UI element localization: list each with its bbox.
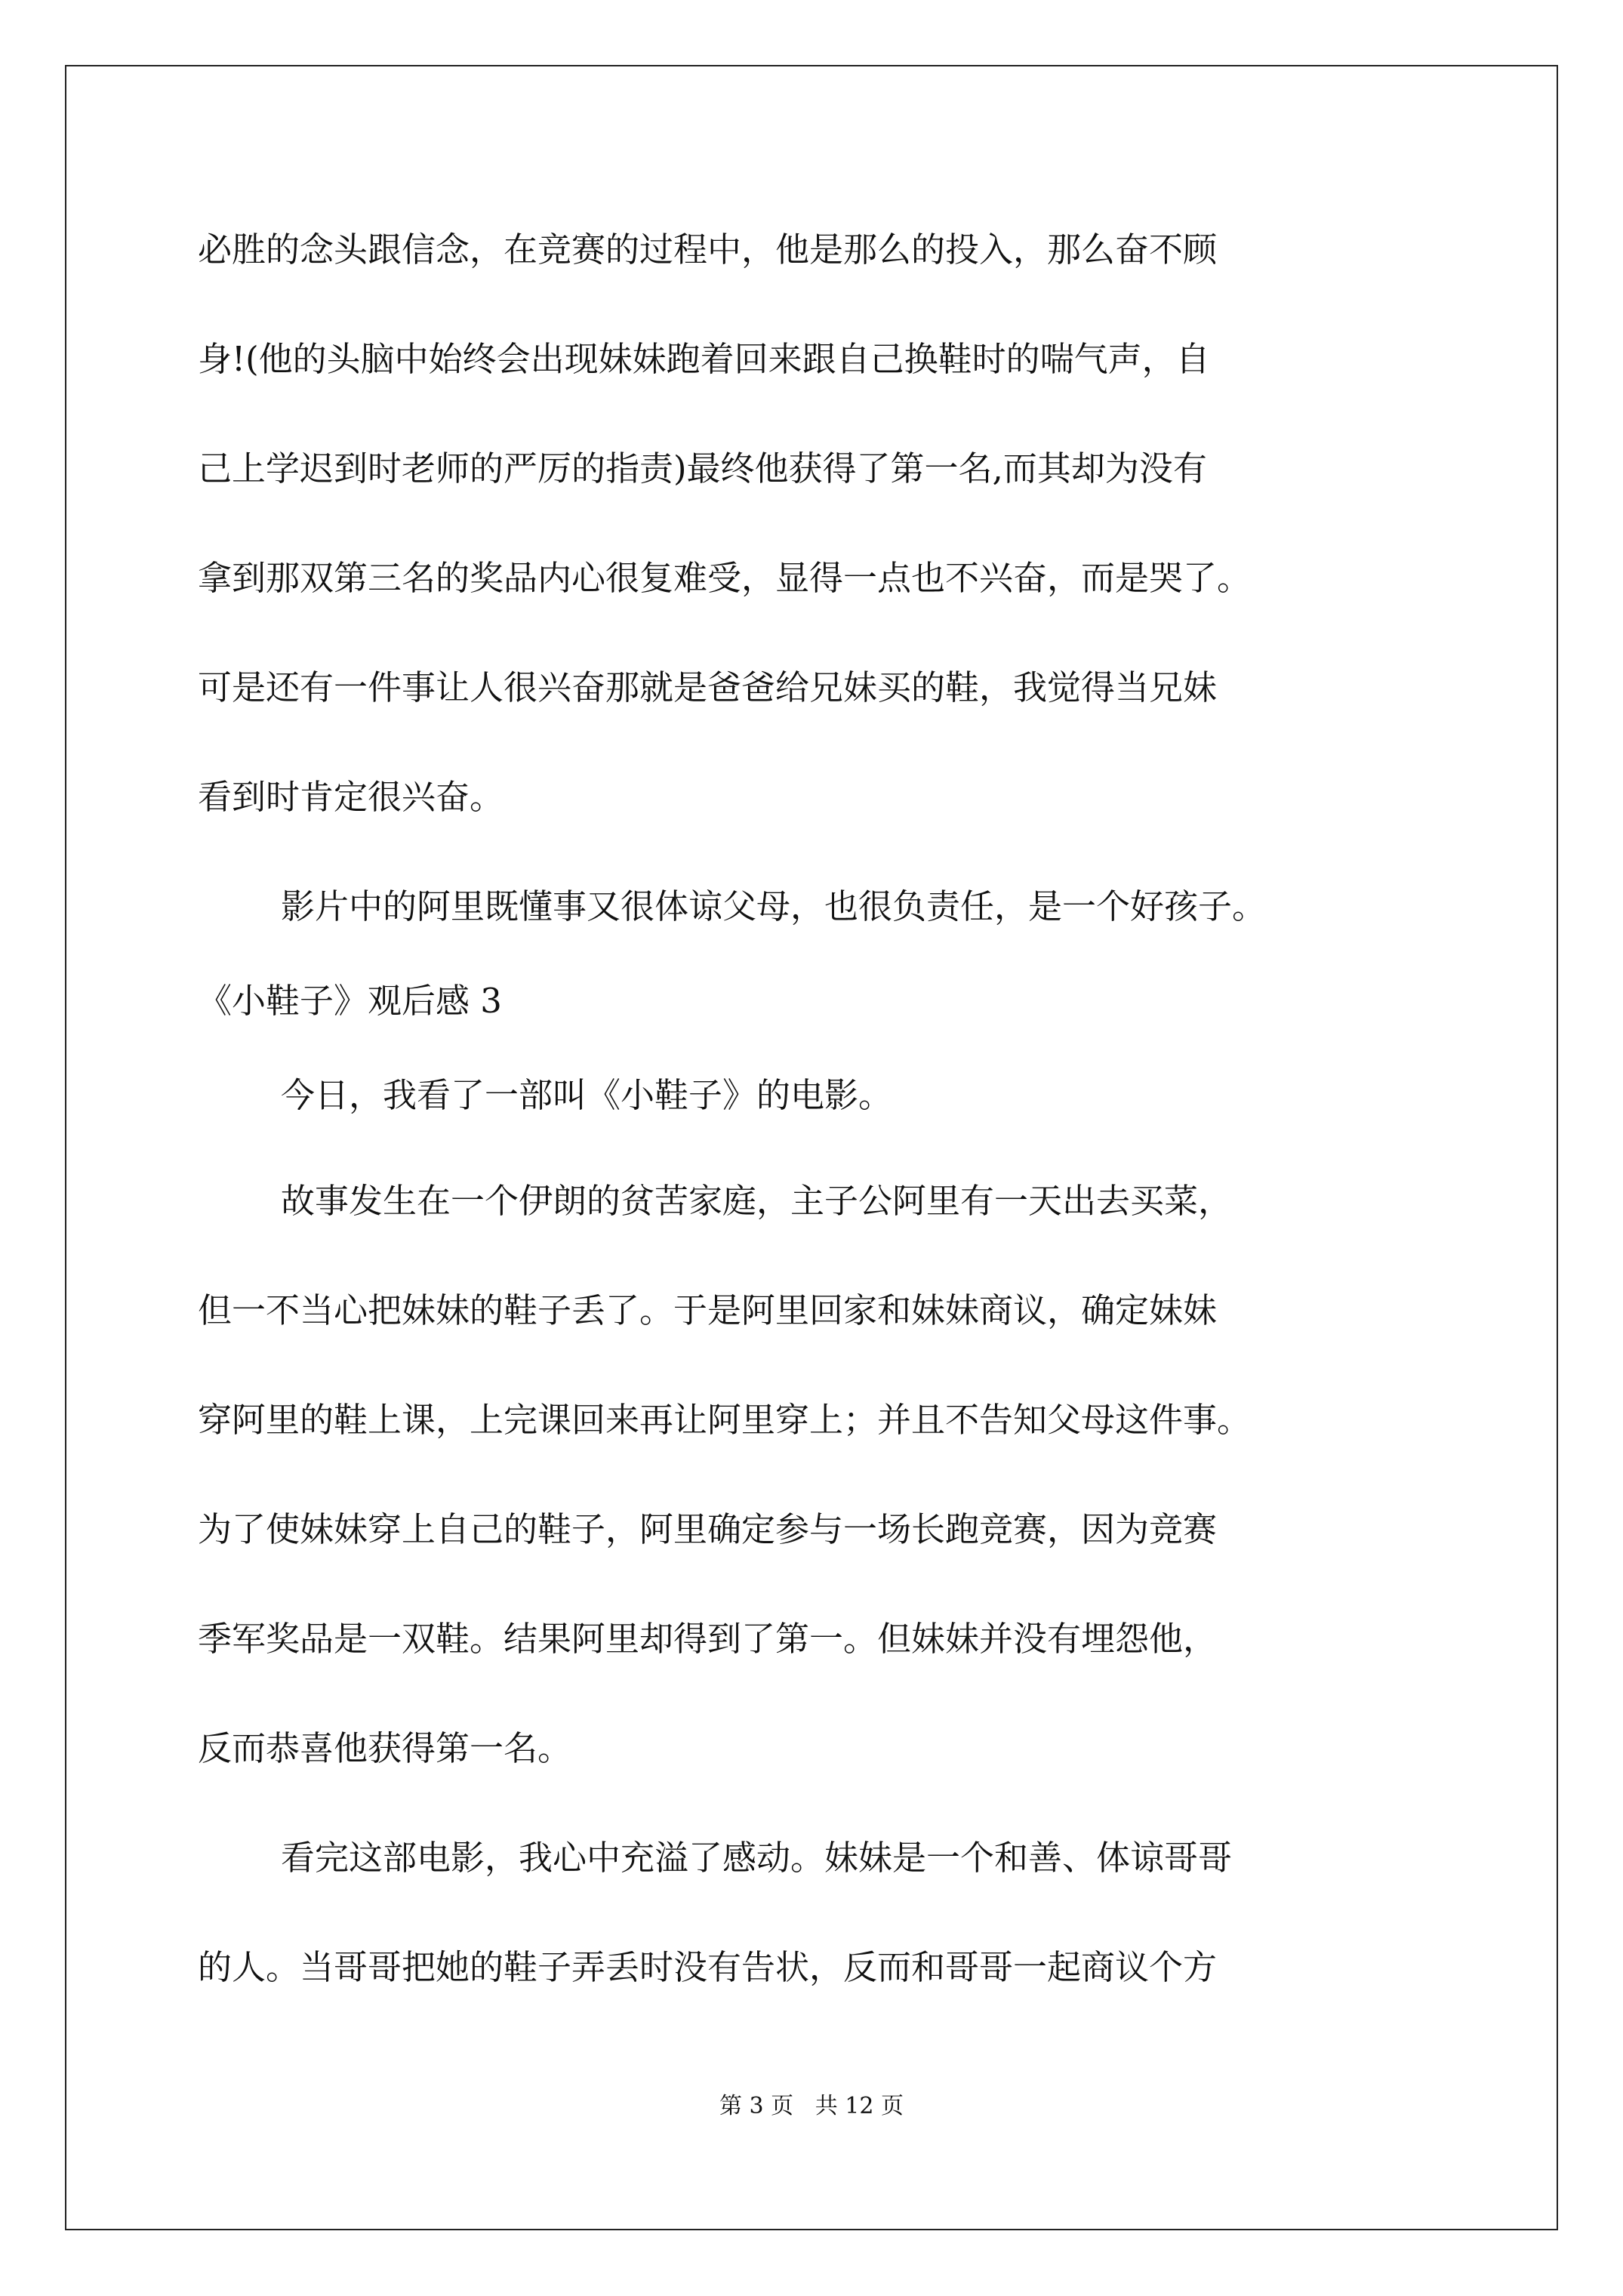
body-line-5: 可是还有一件事让人很兴奋那就是爸爸给兄妹买的鞋，我觉得当兄妹 xyxy=(198,667,1218,707)
body-line-13: 为了使妹妹穿上自己的鞋子，阿里确定参与一场长跑竞赛，因为竞赛 xyxy=(198,1509,1218,1549)
section-heading: 《小鞋子》观后感 3 xyxy=(198,981,502,1021)
page-border xyxy=(65,65,1558,2230)
body-line-14: 季军奖品是一双鞋。结果阿里却得到了第一。但妹妹并没有埋怨他， xyxy=(198,1619,1218,1659)
body-line-11: 但一不当心把妹妹的鞋子丢了。于是阿里回家和妹妹商议，确定妹妹 xyxy=(198,1290,1218,1330)
body-line-15: 反而恭喜他获得第一名。 xyxy=(198,1728,572,1768)
body-line-3: 己上学迟到时老师的严厉的指责)最终他获得了第一名,而其却为没有 xyxy=(198,448,1207,488)
page-footer: 第 3 页 共 12 页 xyxy=(719,2093,904,2119)
body-line-17: 的人。当哥哥把她的鞋子弄丢时没有告状，反而和哥哥一起商议个方 xyxy=(198,1947,1218,1987)
body-line-10: 故事发生在一个伊朗的贫苦家庭，主子公阿里有一天出去买菜， xyxy=(281,1181,1233,1221)
body-line-4: 拿到那双第三名的奖品内心很复难受，显得一点也不兴奋，而是哭了。 xyxy=(198,558,1252,598)
body-line-12: 穿阿里的鞋上课，上完课回来再让阿里穿上；并且不告知父母这件事。 xyxy=(198,1400,1252,1440)
body-line-16: 看完这部电影，我心中充溢了感动。妹妹是一个和善、体谅哥哥 xyxy=(281,1838,1233,1878)
body-line-2: 身!(他的头脑中始终会出现妹妹跑着回来跟自己换鞋时的喘气声，自 xyxy=(198,339,1210,379)
body-line-6: 看到时肯定很兴奋。 xyxy=(198,777,504,817)
body-line-7: 影片中的阿里既懂事又很体谅父母，也很负责任，是一个好孩子。 xyxy=(281,886,1267,926)
body-line-9: 今日，我看了一部叫《小鞋子》的电影。 xyxy=(281,1075,893,1115)
body-line-1: 必胜的念头跟信念，在竞赛的过程中，他是那么的投入，那么奋不顾 xyxy=(198,230,1218,270)
